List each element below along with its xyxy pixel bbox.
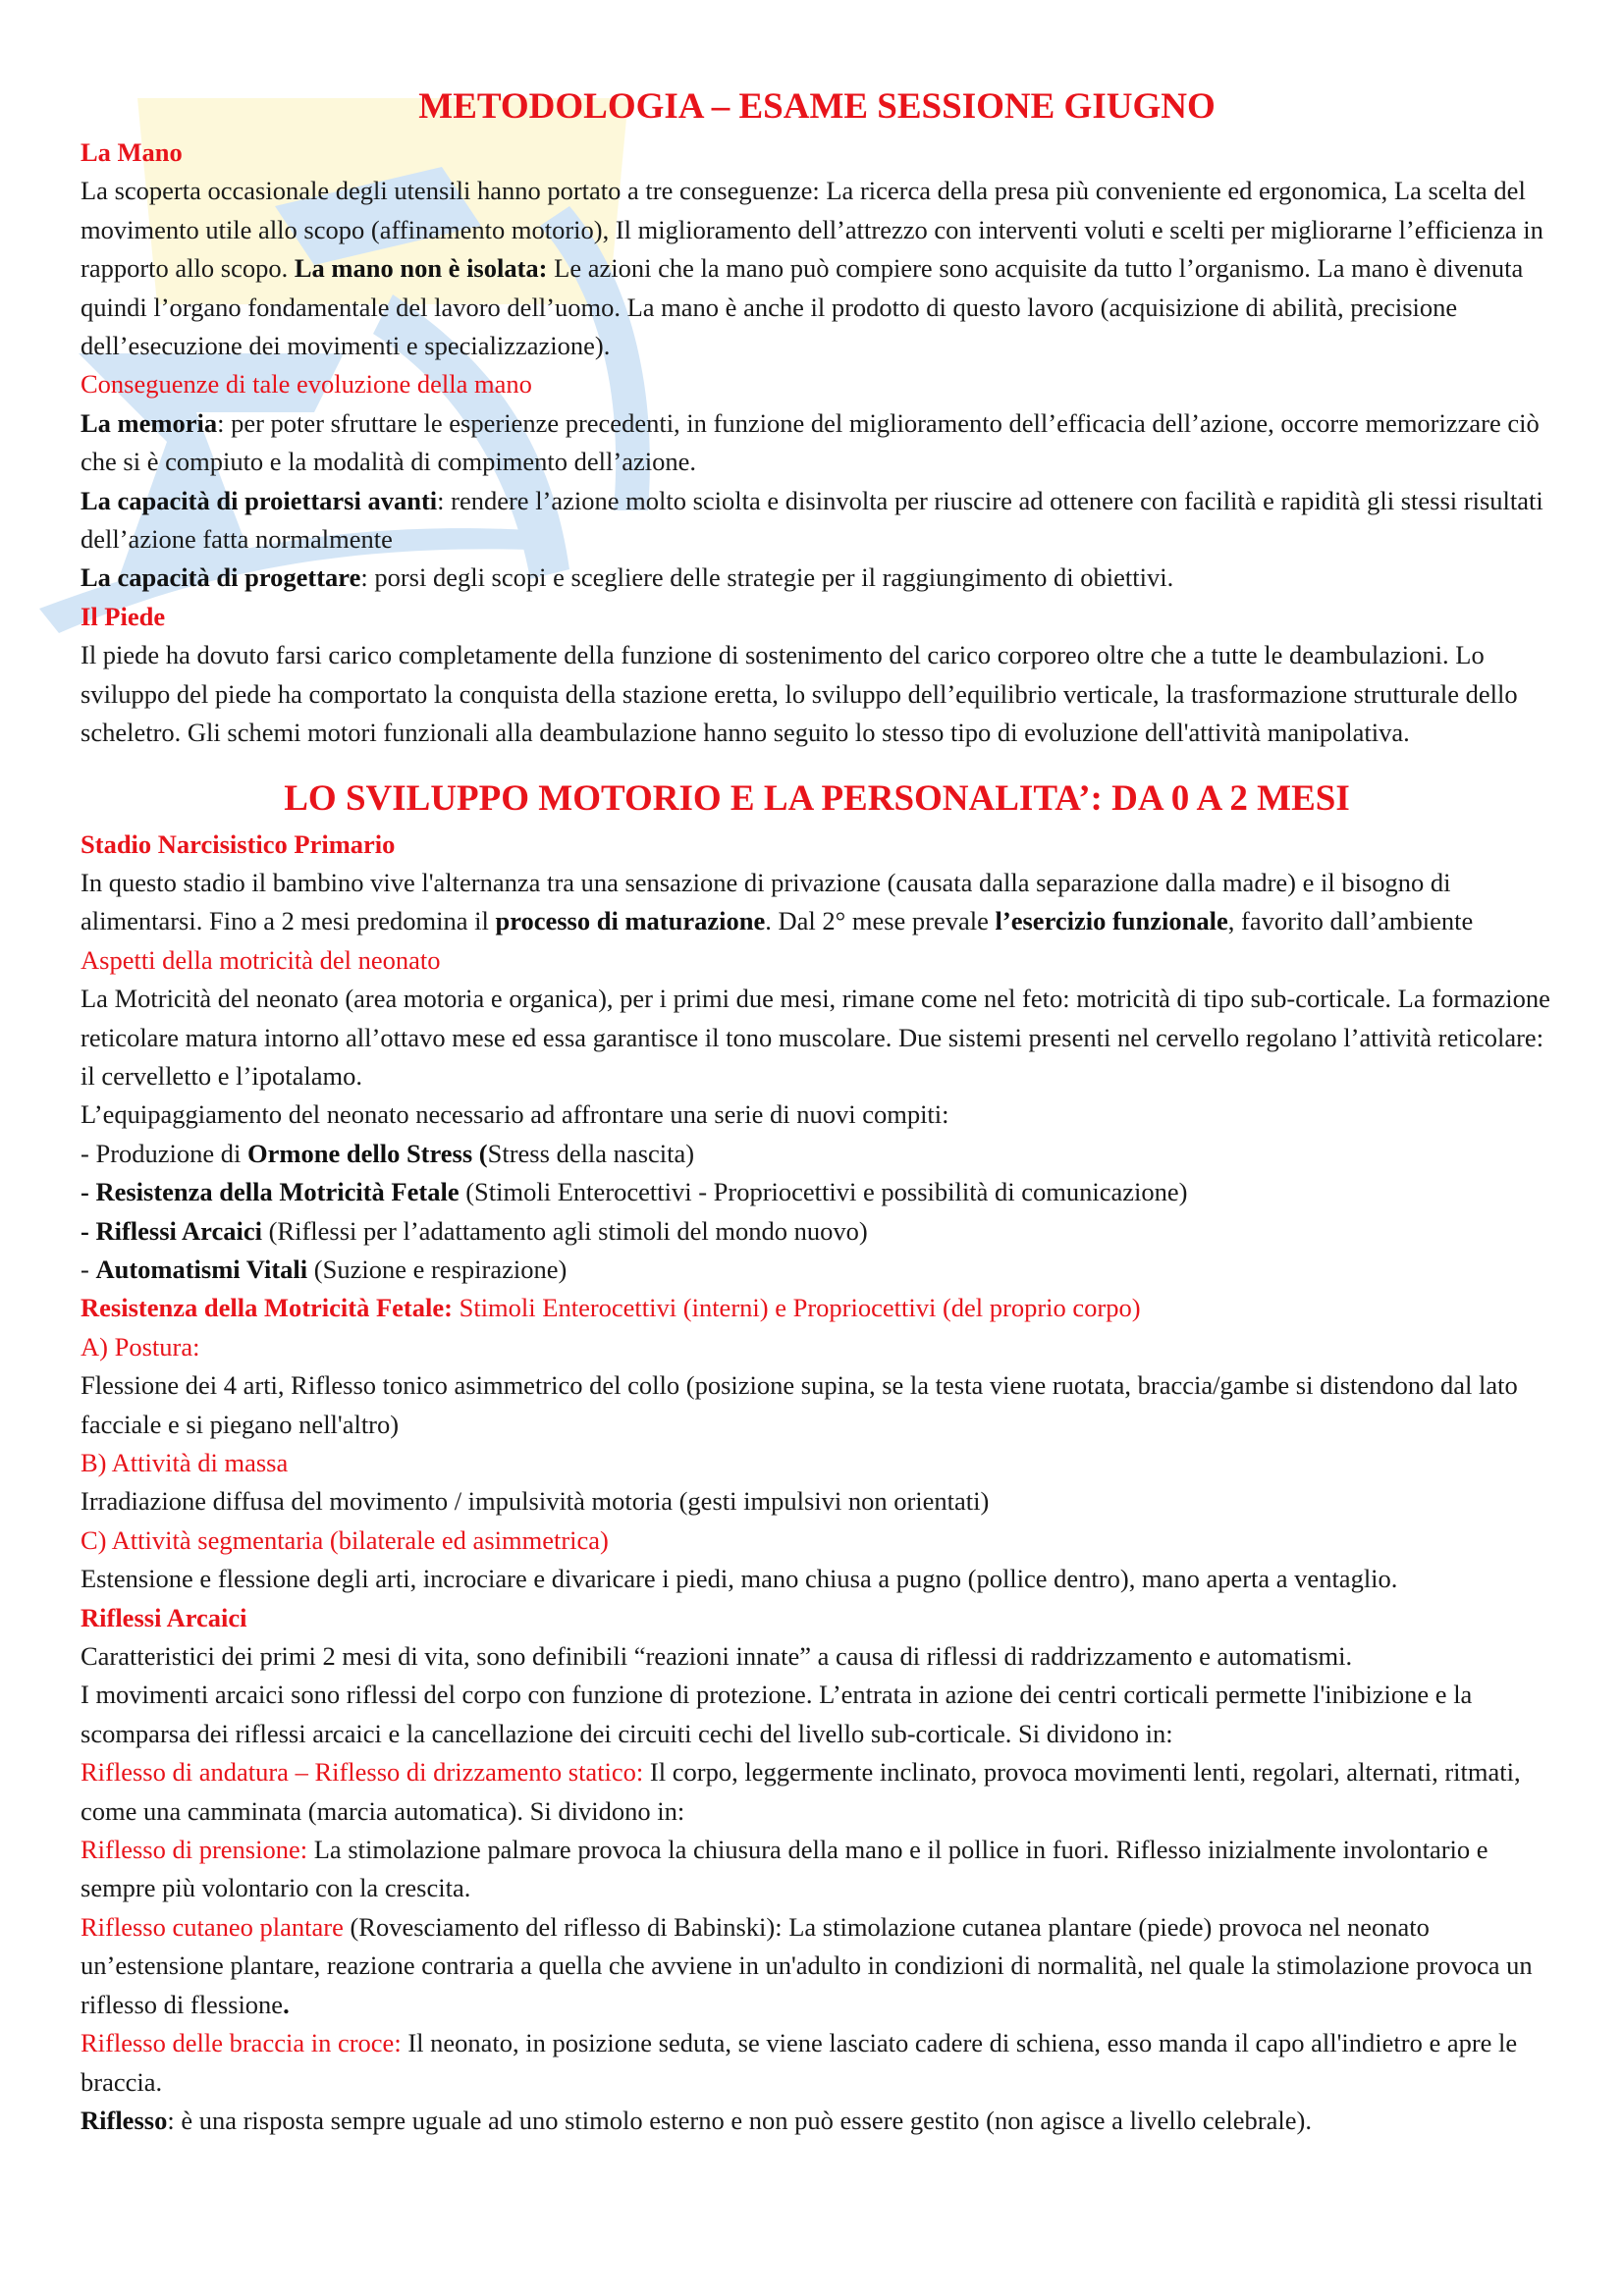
subheading-conseguenze: Conseguenze di tale evoluzione della mano xyxy=(81,369,532,400)
paragraph-piede: Il piede ha dovuto farsi carico completamente della funzione di sostenimento del carico corporeo oltre che a tutte le deambulazioni. Lo sviluppo del piede ha comportato la conquista della stazione eretta, lo sviluppo dell’equilibrio verticale, la trasformazione strutturale dello scheletro. Gli schemi motori funzionali alla deambulazione hanno seguito lo stesso tipo di evoluzione dell'attività manipolativa. xyxy=(81,640,1518,748)
bold-term: Riflesso xyxy=(81,2105,168,2135)
paragraph-riflesso-definizione xyxy=(81,2102,1553,2140)
paragraph-braccia xyxy=(81,2024,1553,2102)
list-item-automatismi xyxy=(81,1251,1553,1289)
text-run: - Produzione di xyxy=(81,1138,248,1168)
paragraph-cutaneo xyxy=(81,1908,1553,2024)
section-title-sviluppo: LO SVILUPPO MOTORIO E LA PERSONALITA’: DA 0 A 2 MESI xyxy=(284,777,1350,819)
paragraph-resistenza-fetale xyxy=(81,1289,1553,1327)
paragraph-mano xyxy=(81,172,1553,365)
paragraph-proiettarsi xyxy=(81,482,1553,560)
text-run: Stress della nascita) xyxy=(487,1138,695,1168)
paragraph-riflessi-1: Caratteristici dei primi 2 mesi di vita, sono definibili “reazioni innate” a causa di riflessi di raddrizzamento e automatismi. xyxy=(81,1641,1353,1672)
document-content xyxy=(81,80,1553,2140)
bold-term: - Resistenza della Motricità Fetale xyxy=(81,1177,460,1207)
paragraph-postura: Flessione dei 4 arti, Riflesso tonico asimmetrico del collo (posizione supina, se la testa viene ruotata, braccia/gambe si distendono dal lato facciale e si piegano nell'altro) xyxy=(81,1370,1518,1439)
term-label: Riflesso delle braccia in croce: xyxy=(81,2028,402,2058)
page-title: METODOLOGIA – ESAME SESSIONE GIUGNO xyxy=(418,86,1216,127)
text-run: - xyxy=(81,1254,96,1284)
bold-term: Ormone dello Stress ( xyxy=(247,1138,488,1168)
subheading-postura: A) Postura: xyxy=(81,1331,200,1362)
list-item-riflessi xyxy=(81,1212,1553,1251)
paragraph-progettare xyxy=(81,559,1553,597)
text-run: Il corpo, leggermente inclinato, provoca movimenti lenti, regolari, alternati, ritmati, come una camminata (marcia automatica). Si dividono in: xyxy=(81,1757,1521,1826)
subheading-segmentaria: C) Attività segmentaria (bilaterale ed asimmetrica) xyxy=(81,1524,609,1555)
bold-dot: . xyxy=(283,1989,290,2019)
paragraph-segmentaria: Estensione e flessione degli arti, incrociare e divaricare i piedi, mano chiusa a pugno (pollice dentro), mano aperta a ventaglio. xyxy=(81,1564,1398,1594)
bold-term: l’esercizio funzionale xyxy=(995,906,1228,936)
text-run: : porsi degli scopi e scegliere delle strategie per il raggiungimento di obiettivi. xyxy=(360,562,1174,593)
text-run: La scoperta occasionale degli utensili hanno portato a tre conseguenze: La ricerca della presa più conveniente ed ergonomica, La scelta del movimento utile allo scopo (affinamento motorio), Il miglioramento dell’attrezzo con interventi voluti e scelti per migliorarne l’efficienza in rapporto allo scopo. xyxy=(81,176,1543,284)
section-heading-riflessi: Riflessi Arcaici xyxy=(81,1602,247,1632)
text-run: (Rovesciamento del riflesso di Babinski): La stimolazione cutanea plantare (piede) provoca nel neonato un’estensione plantare, reazione contraria a quella che avviene in un'adulto in condizioni di normalità, nel quale la stimolazione provoca un riflesso di flessione xyxy=(81,1911,1533,2019)
text-run: Le azioni che la mano può compiere sono acquisite da tutto l’organismo. La mano è divenuta quindi l’organo fondamentale del lavoro dell’uomo. La mano è anche il prodotto di questo lavoro (acquisizione di abilità, precisione dell’esecuzione dei movimenti e specializzazione). xyxy=(81,253,1524,361)
term-label: Riflesso cutaneo plantare xyxy=(81,1911,344,1942)
section-heading-piede: Il Piede xyxy=(81,601,166,631)
section-heading-stadio: Stadio Narcisistico Primario xyxy=(81,828,396,859)
text-run: (Riflessi per l’adattamento agli stimoli del mondo nuovo) xyxy=(261,1215,868,1246)
text-run: In questo stadio il bambino vive l'alternanza tra una sensazione di privazione (causata dalla separazione dalla madre) e il bisogno di alimentarsi. Fino a 2 mesi predomina il xyxy=(81,867,1451,936)
text-run: : per poter sfruttare le esperienze precedenti, in funzione del miglioramento dell’efficacia dell’azione, occorre memorizzare ciò che si è compiuto e la modalità di compimento dell’azione. xyxy=(81,407,1540,477)
bold-term: processo di maturazione xyxy=(495,906,766,936)
bold-term: Automatismi Vitali xyxy=(95,1254,308,1284)
text-run: (Stimoli Enterocettivi - Propriocettivi e possibilità di comunicazione) xyxy=(459,1177,1188,1207)
text-run: Stimoli Enterocettivi (interni) e Propriocettivi (del proprio corpo) xyxy=(452,1293,1141,1323)
subheading-massa: B) Attività di massa xyxy=(81,1448,289,1477)
text-run: : rendere l’azione molto sciolta e disinvolta per riuscire ad ottenere con facilità e rapidità gli stessi risultati dell’azione fatta normalmente xyxy=(81,485,1543,555)
bold-term: La mano non è isolata: xyxy=(294,253,548,284)
paragraph-memoria xyxy=(81,404,1553,482)
text-run: : è una risposta sempre uguale ad uno stimolo esterno e non può essere gestito (non agisce a livello celebrale). xyxy=(167,2105,1312,2135)
text-run: , favorito dall’ambiente xyxy=(1227,906,1474,936)
bold-term: La capacità di progettare xyxy=(81,562,361,593)
bold-term: La memoria xyxy=(81,407,218,438)
paragraph-prensione xyxy=(81,1831,1553,1908)
term-label: Riflesso di prensione: xyxy=(81,1835,308,1865)
term-label: Riflesso di andatura – Riflesso di drizzamento statico: xyxy=(81,1757,644,1788)
text-run: La stimolazione palmare provoca la chiusura della mano e il pollice in fuori. Riflesso inizialmente involontario e sempre più volontario con la crescita. xyxy=(81,1835,1488,1903)
list-item-resistenza xyxy=(81,1173,1553,1211)
bold-term: - Riflessi Arcaici xyxy=(81,1215,262,1246)
text-run: . Dal 2° mese prevale xyxy=(765,906,996,936)
list-item-ormone xyxy=(81,1135,1553,1173)
paragraph-massa: Irradiazione diffusa del movimento / impulsività motoria (gesti impulsivi non orientati) xyxy=(81,1486,990,1517)
paragraph-equipaggiamento: L’equipaggiamento del neonato necessario ad affrontare una serie di nuovi compiti: xyxy=(81,1099,949,1130)
paragraph-aspetti: La Motricità del neonato (area motoria e organica), per i primi due mesi, rimane come nel feto: motricità di tipo sub-corticale. La formazione reticolare matura intorno all’ottavo mese ed essa garantisce il tono muscolare. Due sistemi presenti nel cervello regolano l’attività reticolare: il cervelletto e l’ipotalamo. xyxy=(81,984,1550,1091)
text-run: (Suzione e respirazione) xyxy=(307,1254,568,1284)
bold-term: Resistenza della Motricità Fetale: xyxy=(81,1293,453,1323)
paragraph-andatura xyxy=(81,1753,1553,1831)
text-run: Il neonato, in posizione seduta, se viene lasciato cadere di schiena, esso manda il capo all'indietro e apre le braccia. xyxy=(81,2028,1518,2097)
paragraph-stadio xyxy=(81,864,1553,941)
subheading-aspetti: Aspetti della motricità del neonato xyxy=(81,944,441,975)
section-heading-mano: La Mano xyxy=(81,137,183,167)
paragraph-riflessi-2: I movimenti arcaici sono riflessi del corpo con funzione di protezione. L’entrata in azione dei centri corticali permette l'inibizione e la scomparsa dei riflessi arcaici e la cancellazione dei circuiti cechi del livello sub-corticale. Si dividono in: xyxy=(81,1680,1473,1748)
bold-term: La capacità di proiettarsi avanti xyxy=(81,485,438,515)
